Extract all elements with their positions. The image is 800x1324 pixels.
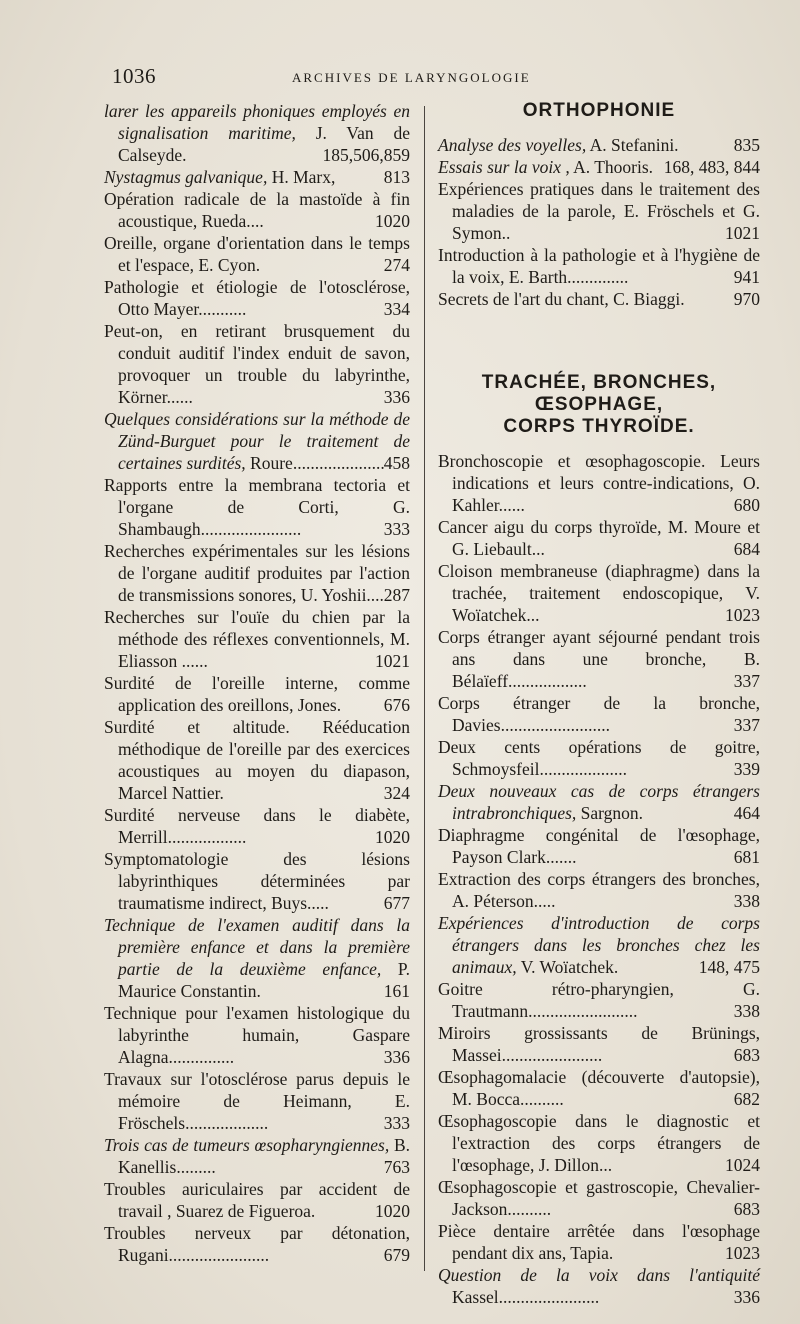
right-column [438,100,760,1308]
index-entry [104,474,410,540]
entry-page-ref: 682 [733,1089,760,1109]
index-entry [438,1220,760,1264]
index-entry [438,912,760,978]
entry-text: Cloison membraneuse (diaphragme) dans la trachée, traitement endoscopique, V. Woïatchek... [438,561,760,625]
entry-text: Deux cents opérations de goitre, Schmoysfeil.................... [438,737,760,779]
entry-title-italic: Expériences d'introduction de corps étrangers dans les bronches chez les animaux, [438,913,760,977]
index-entry [104,166,410,188]
index-entry [104,848,410,914]
index-entry [104,1222,410,1266]
index-entry [438,178,760,244]
entry-text: Surdité de l'oreille interne, comme application des oreillons, Jones. [104,673,410,715]
section-title-trachee [438,372,760,438]
entry-text: Recherches expérimentales sur les lésions de l'organe auditif produites par l'action de transmissions sonores, U. Yoshii.... [104,541,410,605]
index-entry [104,672,410,716]
left-column [104,100,410,1266]
index-entry [104,100,410,166]
entry-text: J. Van de Calseyde. [118,123,410,165]
index-entry [438,824,760,868]
entry-page-ref: 813 [383,167,410,187]
entry-page-ref: 168, 483, 844 [663,157,760,177]
index-entry [104,320,410,408]
entry-text: Symptomatologie des lésions labyrinthiques déterminées par traumatisme indirect, Buys..... [104,849,410,913]
section-title-line: CORPS THYROÏDE. [503,416,695,437]
entry-text: Roure..................... [245,453,385,473]
entry-text: V. Woïatchek. [516,957,619,977]
index-entry [438,626,760,692]
entry-text: B. Kanellis......... [118,1135,410,1177]
entry-page-ref: 148, 475 [698,957,760,977]
entry-text: Troubles auriculaires par accident de travail , Suarez de Figueroa. [104,1179,410,1221]
index-entry [438,516,760,560]
index-entry [438,780,760,824]
entry-text: Peut-on, en retirant brusquement du conduit auditif l'index enduit de savon, provoquer un trouble du labyrinthe, Körner...... [104,321,410,407]
index-entry [438,1176,760,1220]
entry-page-ref: 339 [733,759,760,779]
section-title-orthophonie: ORTHOPHONIE [522,100,676,121]
running-title: ARCHIVES DE LARYNGOLOGIE [292,70,531,85]
column-divider [424,106,425,1271]
entry-title-italic: Question de la voix dans l'antiquité [438,1265,760,1285]
entry-text: Extraction des corps étrangers des bronches, A. Péterson..... [438,869,760,911]
entry-text: Bronchoscopie et œsophagoscopie. Leurs indications et leurs contre-indications, O. Kahler...... [438,451,760,515]
entry-page-ref: 1023 [725,1243,760,1263]
entry-text: Corps étranger ayant séjourné pendant trois ans dans une bronche, B. Bélaïeff.................. [438,627,760,691]
entry-text: Rapports entre la membrana tectoria et l'organe de Corti, G. Shambaugh....................... [104,475,410,539]
index-entry [438,450,760,516]
entry-page-ref: 1021 [375,651,410,671]
index-entry [104,914,410,1002]
entry-page-ref: 679 [383,1245,410,1265]
entry-page-ref: 274 [383,255,410,275]
index-entry [438,692,760,736]
entry-text: Technique pour l'examen histologique du labyrinthe humain, Gaspare Alagna............... [104,1003,410,1067]
index-entry [104,540,410,606]
index-entry [104,276,410,320]
entry-text: Œsophagoscopie dans le diagnostic et l'extraction des corps étrangers de l'œsophage, J. Dillon... [438,1111,760,1175]
index-entry [438,244,760,288]
entry-text: A. Stefanini. [586,135,679,155]
entry-text: Expériences pratiques dans le traitement des maladies de la parole, E. Fröschels et G. Symon.. [438,179,760,243]
index-entry [104,1002,410,1068]
entry-page-ref: 324 [383,783,410,803]
entry-text: A. Thooris. [569,157,654,177]
entry-page-ref: 970 [733,289,760,309]
entry-text: Kassel....................... [452,1287,600,1307]
index-entry [438,288,760,310]
entry-page-ref: 763 [383,1157,410,1177]
entry-text: Miroirs grossissants de Brünings, Massei....................... [438,1023,760,1065]
entry-page-ref: 1020 [375,1201,410,1221]
entry-title-italic: Essais sur la voix , [438,157,570,177]
entry-text: Goitre rétro-pharyngien, G. Trautmann......................... [438,979,760,1021]
entry-page-ref: 333 [383,519,410,539]
entry-text: Pathologie et étiologie de l'otosclérose, Otto Mayer........... [104,277,410,319]
index-entry [438,1110,760,1176]
index-entry [438,1066,760,1110]
entry-text: Cancer aigu du corps thyroïde, M. Moure et G. Liebault... [438,517,760,559]
index-entry [104,232,410,276]
entry-title-italic: Technique de l'examen auditif dans la première enfance et dans la première partie de la deuxième enfance, [104,915,410,979]
index-entry [438,134,760,156]
index-entry [438,1264,760,1308]
entry-page-ref: 287 [383,585,410,605]
index-entry [438,156,760,178]
index-entry [438,560,760,626]
entry-text: Travaux sur l'otosclérose parus depuis le mémoire de Heimann, E. Fröschels................... [104,1069,410,1133]
entry-text: Surdité nerveuse dans le diabète, Merrill.................. [104,805,410,847]
entry-text: Sargnon. [576,803,644,823]
entry-text: Œsophagoscopie et gastroscopie, Chevalier-Jackson.......... [438,1177,760,1219]
entry-page-ref: 680 [733,495,760,515]
index-entry [104,1178,410,1222]
entry-page-ref: 336 [383,1047,410,1067]
entry-page-ref: 1023 [725,605,760,625]
index-entry [438,1022,760,1066]
entry-page-ref: 835 [733,135,760,155]
entry-page-ref: 338 [733,1001,760,1021]
entry-text: P. Maurice Constantin. [118,959,410,1001]
entry-page-ref: 336 [383,387,410,407]
index-entry [104,606,410,672]
entry-page-ref: 334 [383,299,410,319]
entry-title-italic: Trois cas de tumeurs œsopharyngiennes, [104,1135,390,1155]
entry-page-ref: 941 [733,267,760,287]
entry-title-italic: larer les appareils phoniques employés en signalisation maritime, [104,101,410,143]
entry-page-ref: 333 [383,1113,410,1133]
entry-page-ref: 677 [383,893,410,913]
page-number: 1036 [112,64,156,88]
index-entry [104,188,410,232]
entry-text: Surdité et altitude. Rééducation méthodique de l'oreille par des exercices acoustiques au moyen du diapason, Marcel Nattier. [104,717,410,803]
entry-title-italic: Analyse des voyelles, [438,135,587,155]
index-entry [438,736,760,780]
section-title-line: TRACHÉE, BRONCHES, [481,372,717,393]
entry-text: Introduction à la pathologie et à l'hygiène de la voix, E. Barth.............. [438,245,760,287]
entry-page-ref: 683 [733,1045,760,1065]
index-entry [104,716,410,804]
entry-title-italic: Deux nouveaux cas de corps étrangers intrabronchiques, [438,781,760,823]
entry-title-italic: Nystagmus galvanique, [104,167,268,187]
entry-page-ref: 681 [733,847,760,867]
entry-page-ref: 337 [733,715,760,735]
index-entry [438,978,760,1022]
entry-page-ref: 337 [733,671,760,691]
entry-page-ref: 458 [383,453,410,473]
entry-text: Opération radicale de la mastoïde à fin acoustique, Rueda.... [104,189,410,231]
section-title-line: ŒSOPHAGE, [534,394,664,415]
index-entry [438,868,760,912]
entry-page-ref: 338 [733,891,760,911]
entry-text: Secrets de l'art du chant, C. Biaggi. [438,289,685,309]
entry-text: Corps étranger de la bronche, Davies......................... [438,693,760,735]
index-entry [104,408,410,474]
index-entry [104,1068,410,1134]
entry-text: Recherches sur l'ouïe du chien par la méthode des réflexes conventionnels, M. Eliasson ...... [104,607,410,671]
entry-page-ref: 683 [733,1199,760,1219]
entry-text: Pièce dentaire arrêtée dans l'œsophage pendant dix ans, Tapia. [438,1221,760,1263]
entry-text: Oreille, organe d'orientation dans le temps et l'espace, E. Cyon. [104,233,410,275]
entry-text: Œsophagomalacie (découverte d'autopsie), M. Bocca.......... [438,1067,760,1109]
entry-page-ref: 676 [383,695,410,715]
entry-page-ref: 1020 [375,827,410,847]
entry-text: Diaphragme congénital de l'œsophage, Payson Clark....... [438,825,760,867]
entry-page-ref: 684 [733,539,760,559]
entry-page-ref: 1021 [725,223,760,243]
entry-text: H. Marx, [267,167,336,187]
entry-page-ref: 464 [733,803,760,823]
entry-page-ref: 185,506,859 [322,145,410,165]
entry-page-ref: 1024 [725,1155,760,1175]
entry-page-ref: 336 [733,1287,760,1307]
entry-page-ref: 1020 [375,211,410,231]
page-header [112,64,752,94]
entry-page-ref: 161 [383,981,410,1001]
index-entry [104,1134,410,1178]
index-entry [104,804,410,848]
entry-title-italic: Quelques considérations sur la méthode de Zünd-Burguet pour le traitement de certaines surdités, [104,409,410,473]
entry-text: Troubles nerveux par détonation, Rugani....................... [104,1223,410,1265]
